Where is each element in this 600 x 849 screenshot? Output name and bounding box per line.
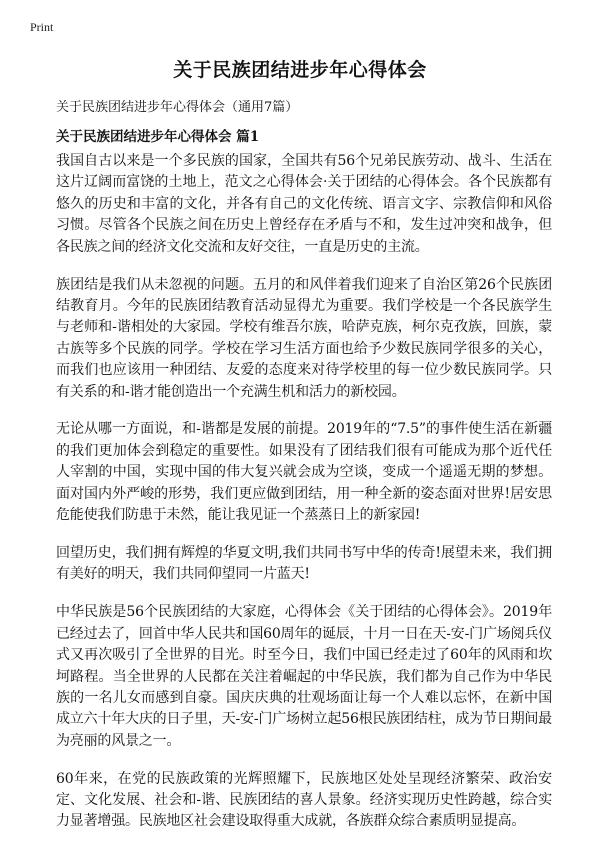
body-paragraph: 中华民族是56个民族团结的大家庭，心得体会《关于团结的心得体会》。2019年已经过去了，回首中华人民共和国60周年的诞辰，十月一日在天-安-门广场阅兵仪式又再次吸引了全世界的目光。时至今日，我们中国已经走过了60年的风雨和坎坷路程。当全世界的人民都在关注着崛起的中华民族，我们都为自己作为中华民族的一名儿女而感到自豪。国庆庆典的壮观场面让每一个人难以忘怀，在新中国成立六十年大庆的日子里，天-安-门广场树立起56根民族团结柱，成为节日期间最为亮丽的风景之一。: [56, 604, 552, 749]
document-body: [56, 151, 552, 849]
section-heading: 关于民族团结进步年心得体会 篇1: [56, 129, 260, 145]
document-title: 关于民族团结进步年心得体会: [173, 59, 427, 81]
print-link[interactable]: Print: [30, 20, 54, 34]
body-paragraph: 我国自古以来是一个多民族的国家，全国共有56个兄弟民族劳动、战斗、生活在这片辽阔而富饶的土地上，范文之心得体会·关于团结的心得体会。各个民族都有悠久的历史和丰富的文化，并各有自己的文化传统、语言文字、宗教信仰和风俗习惯。尽管各个民族之间在历史上曾经存在矛盾与不和，发生过冲突和战争，但各民族之间的经济文化交流和友好交往，一直是历史的主流。: [56, 153, 552, 255]
body-paragraph: 回望历史，我们拥有辉煌的华夏文明,我们共同书写中华的传奇!展望未来，我们拥有美好的明天，我们共同仰望同一片蓝天!: [56, 545, 552, 583]
body-paragraph: 60年来，在党的民族政策的光辉照耀下，民族地区处处呈现经济繁荣、政治安定、文化发展、社会和-谐、民族团结的喜人景象。经济实现历史性跨越，综合实力显著增强。民族地区社会建设取得重大成就，各族群众综合素质明显提高。: [56, 770, 552, 830]
body-paragraph: 无论从哪一方面说，和-谐都是发展的前提。2019年的“7.5”的事件使生活在新疆的我们更加体会到稳定的重要性。如果没有了团结我们很有可能成为那个近代任人宰割的中国，实现中国的伟大复兴就会成为空谈，变成一个遥遥无期的梦想。面对国内外严峻的形势，我们更应做到团结，用一种全新的姿态面对世界!居安思危能使我们防患于未然，能让我见证一个蒸蒸日上的新家园!: [56, 421, 552, 524]
body-paragraph: 族团结是我们从未忽视的问题。五月的和风伴着我们迎来了自治区第26个民族团结教育月。今年的民族团结教育活动显得尤为重要。我们学校是一个各民族学生与老师和-谐相处的大家园。学校有维吾尔族，哈萨克族，柯尔克孜族，回族，蒙古族等多个民族的同学。学校在学习生活方面也给予少数民族同学很多的关心，而我们也应该用一种团结、友爱的态度来对待学校里的每一位少数民族同学。只有关系的和-谐才能创造出一个充满生机和活力的新校园。: [56, 276, 552, 400]
document-subtitle: 关于民族团结进步年心得体会（通用7篇）: [56, 100, 299, 115]
